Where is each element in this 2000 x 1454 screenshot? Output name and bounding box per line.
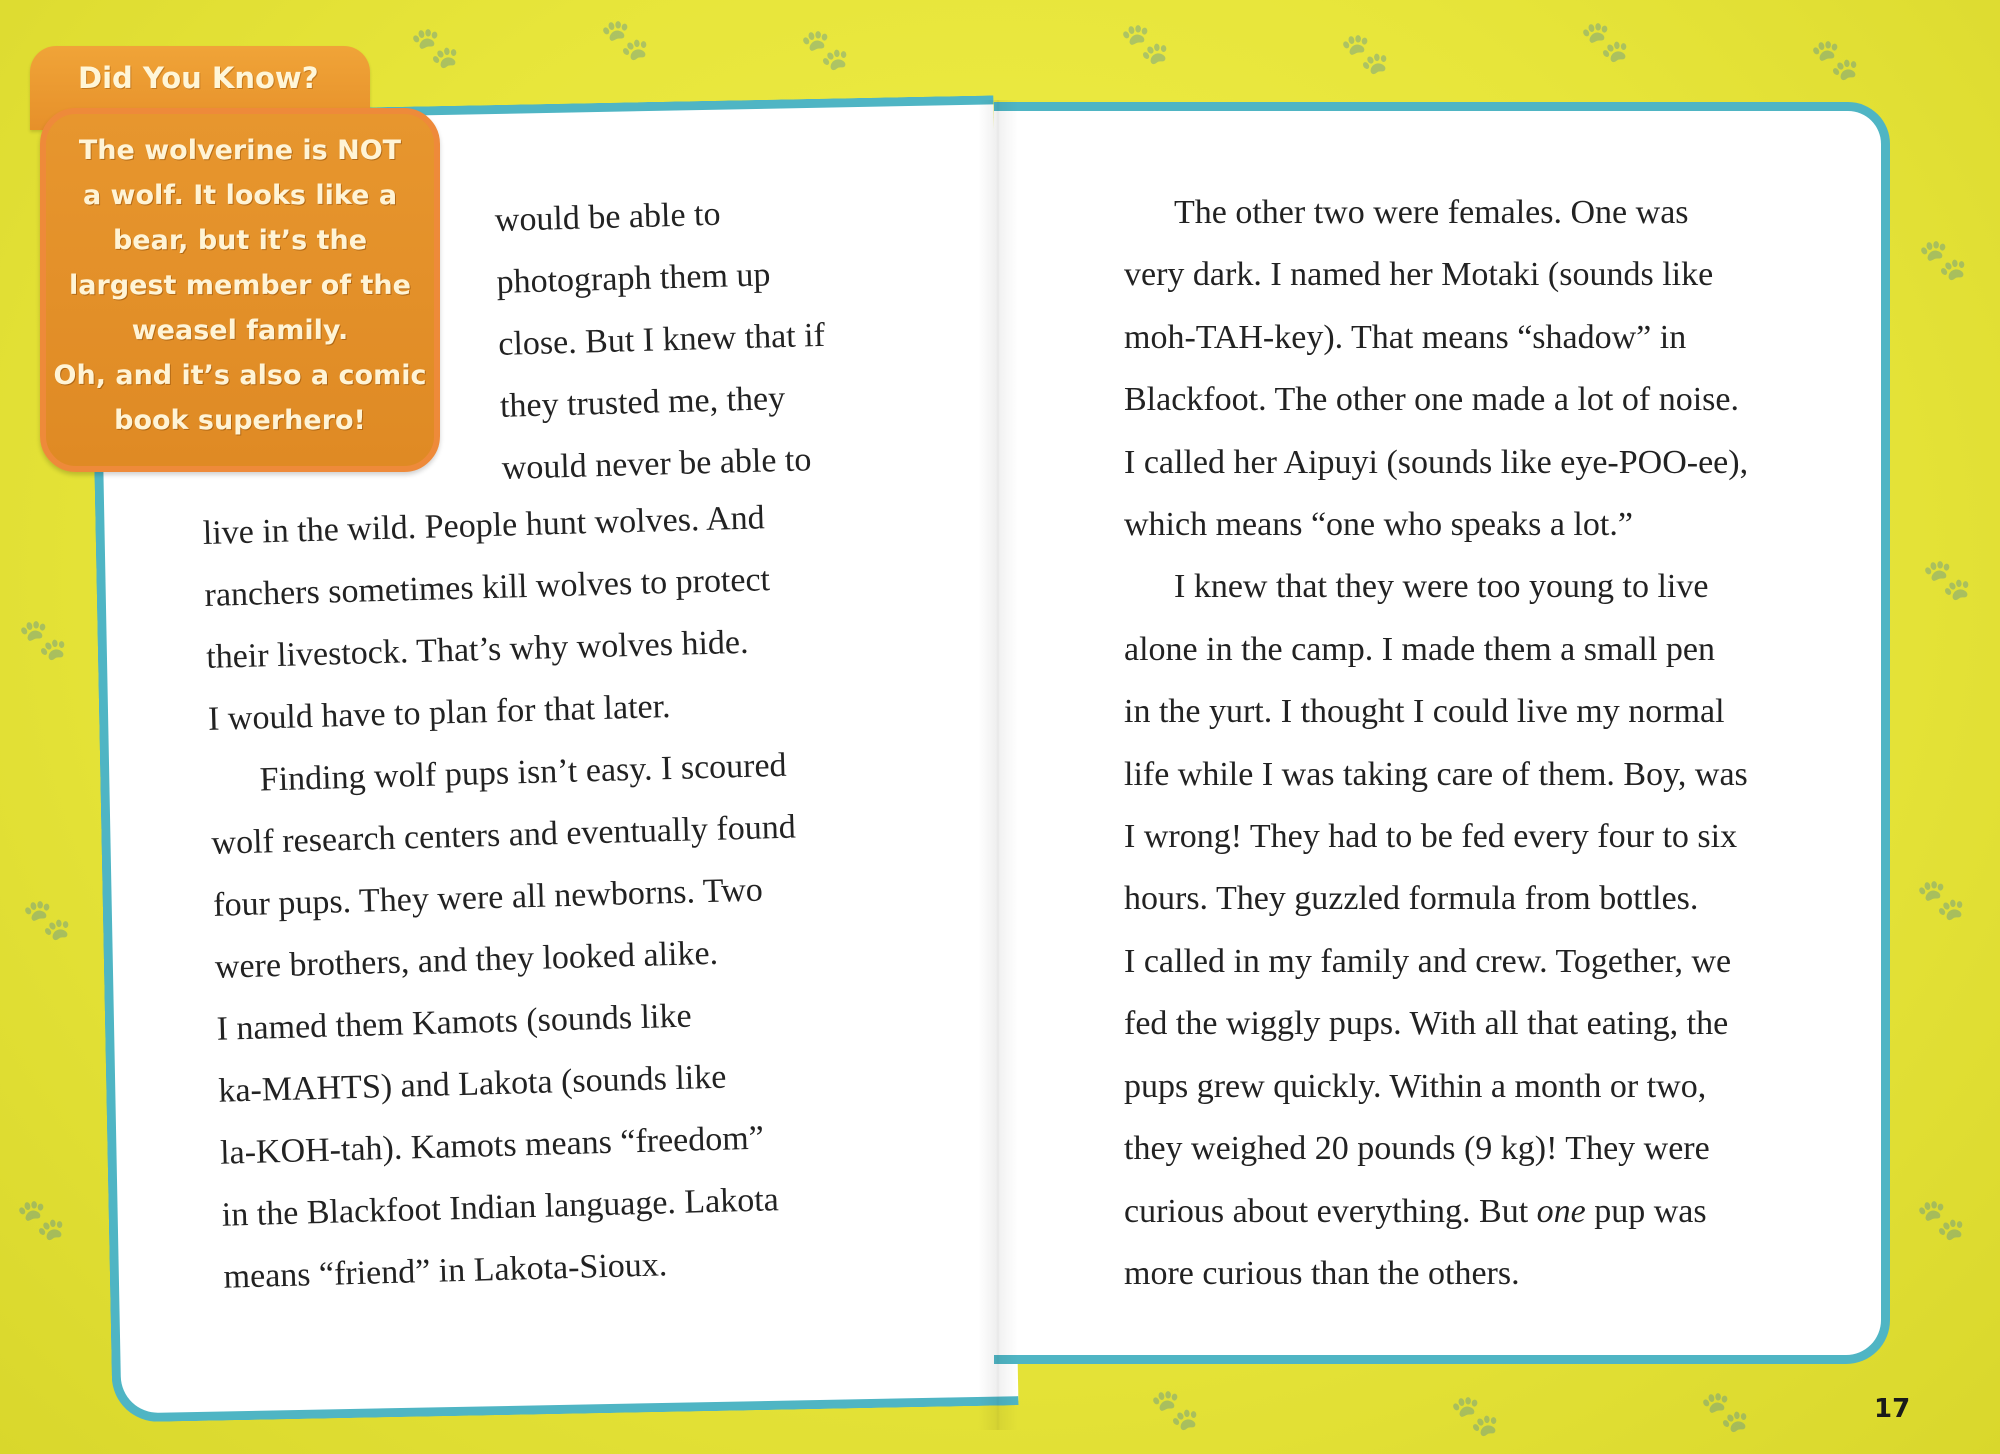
text-line: would be able to	[494, 195, 721, 239]
text-line: moh-TAH-key). That means “shadow” in	[1124, 318, 1687, 356]
paw-print-icon: 🐾	[18, 617, 68, 663]
text-line: in the Blackfoot Indian language. Lakota	[221, 1181, 780, 1234]
left-page-top-text	[494, 178, 922, 500]
paw-print-icon: 🐾	[1918, 237, 1968, 283]
text-line: pups grew quickly. Within a month or two,	[1124, 1067, 1707, 1105]
text-line: Blackfoot. The other one made a lot of noise.	[1124, 381, 1739, 419]
text-line: live in the wild. People hunt wolves. And	[202, 499, 766, 552]
text-line-with-emphasis	[1124, 1181, 1824, 1243]
text-line: I named them Kamots (sounds like	[216, 997, 693, 1048]
page-number: 17	[1874, 1394, 1911, 1424]
text-line: means “friend” in Lakota-Sioux.	[223, 1246, 668, 1296]
left-page-main-text	[202, 483, 924, 1308]
text-line: their livestock. That’s why wolves hide.	[205, 623, 749, 676]
paw-print-icon: 🐾	[1700, 1389, 1750, 1435]
paw-print-icon: 🐾	[1340, 31, 1390, 77]
text-line: I called in my family and crew. Together, we	[1124, 942, 1732, 980]
text-line: they trusted me, they	[499, 379, 786, 425]
text-line: which means “one who speaks a lot.”	[1124, 506, 1633, 544]
text-line: The other two were females. One was	[1174, 194, 1689, 231]
paw-print-icon: 🐾	[1922, 557, 1972, 603]
callout-line: a wolf. It looks like a	[82, 180, 398, 211]
paw-print-icon: 🐾	[1810, 37, 1860, 83]
paw-print-icon: 🐾	[410, 25, 460, 71]
paw-print-icon: 🐾	[600, 17, 650, 63]
text-line: photograph them up	[496, 256, 771, 301]
text-line: they weighed 20 pounds (9 kg)! They were	[1124, 1130, 1710, 1168]
paw-print-icon: 🐾	[1580, 19, 1630, 65]
text-line: ka-MAHTS) and Lakota (sounds like	[217, 1058, 727, 1110]
text-line: very dark. I named her Motaki (sounds like	[1124, 256, 1714, 294]
text-line: I would have to plan for that later.	[207, 688, 672, 738]
text-line: I knew that they were too young to live	[1174, 568, 1709, 606]
text-line: fed the wiggly pups. With all that eating, the	[1124, 1005, 1729, 1043]
callout-line: weasel family.	[131, 315, 349, 346]
callout-line: book superhero!	[114, 405, 366, 436]
text-fragment: pup was	[1585, 1192, 1707, 1230]
paw-print-icon: 🐾	[16, 1197, 66, 1243]
text-line: la-KOH-tah). Kamots means “freedom”	[219, 1119, 765, 1172]
emphasis-word: one	[1536, 1192, 1586, 1230]
text-line: Finding wolf pups isn’t easy. I scoured	[259, 746, 788, 799]
callout-line: Oh, and it’s also a comic	[53, 360, 427, 391]
paw-print-icon: 🐾	[1916, 877, 1966, 923]
text-fragment: curious about everything. But	[1124, 1192, 1537, 1230]
text-line: I called her Aipuyi (sounds like eye-POO-ee),	[1124, 443, 1749, 481]
text-line: in the yurt. I thought I could live my normal	[1124, 693, 1725, 731]
text-line: would never be able to	[501, 441, 812, 487]
right-page-text	[1124, 182, 1824, 1305]
text-line: I wrong! They had to be fed every four to six	[1124, 818, 1738, 856]
text-line: hours. They guzzled formula from bottles.	[1124, 880, 1699, 918]
text-line: alone in the camp. I made them a small pen	[1124, 630, 1716, 668]
paw-print-icon: 🐾	[1450, 1393, 1500, 1439]
text-line: wolf research centers and eventually found	[210, 808, 797, 862]
paw-print-icon: 🐾	[1150, 1387, 1200, 1433]
did-you-know-title: Did You Know?	[78, 61, 319, 95]
callout-line: bear, but it’s the	[112, 225, 368, 256]
callout-line: largest member of the	[69, 270, 411, 301]
paw-print-icon: 🐾	[1120, 21, 1170, 67]
paw-print-icon: 🐾	[22, 897, 72, 943]
text-line: were brothers, and they looked alike.	[214, 934, 719, 986]
paw-print-icon: 🐾	[800, 27, 850, 73]
text-line: more curious than the others.	[1124, 1254, 1520, 1292]
paw-print-icon: 🐾	[1916, 1197, 1966, 1243]
callout-line: The wolverine is NOT	[78, 135, 402, 166]
text-line: close. But I knew that if	[497, 316, 826, 363]
text-line: four pups. They were all newborns. Two	[212, 871, 764, 924]
text-line: ranchers sometimes kill wolves to protect	[204, 561, 771, 614]
text-line: life while I was taking care of them. Boy, was	[1124, 755, 1748, 793]
did-you-know-text	[40, 128, 440, 443]
